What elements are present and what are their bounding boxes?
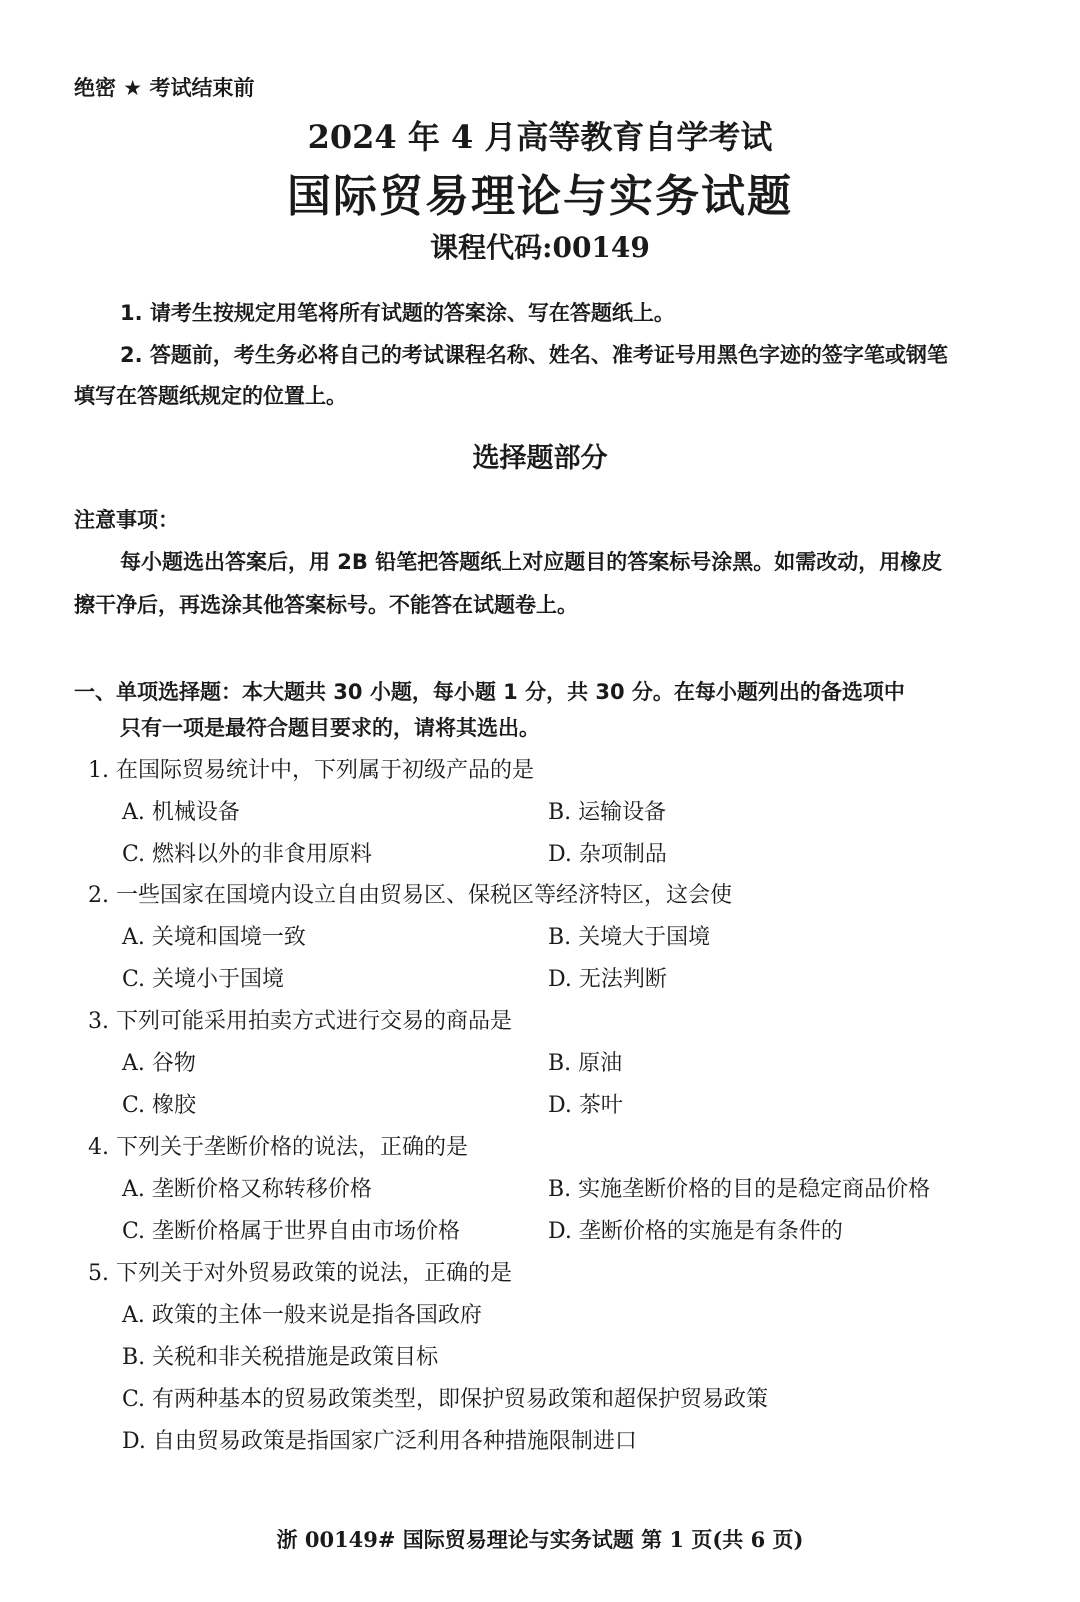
subject-title: 国际贸易理论与实务试题: [287, 171, 793, 222]
option-c: C. 关境小于国境: [122, 967, 285, 992]
option-d: D. 茶叶: [548, 1093, 623, 1118]
secret-mark: 绝密 ★ 考试结束前: [74, 76, 255, 100]
question-stem: 3. 下列可能采用拍卖方式进行交易的商品是: [88, 1009, 512, 1034]
part1-heading-line-2: 只有一项是最符合题目要求的，请将其选出。: [120, 716, 540, 740]
notes-label: 注意事项：: [74, 508, 179, 532]
instruction-2-line-2: 填写在答题纸规定的位置上。: [74, 384, 347, 408]
question-stem: 1. 在国际贸易统计中，下列属于初级产品的是: [88, 758, 534, 783]
option-c: C. 燃料以外的非食用原料: [122, 842, 373, 867]
option-d: D. 无法判断: [548, 967, 667, 992]
option-b: B. 原油: [548, 1051, 623, 1076]
option-a: A. 谷物: [122, 1051, 196, 1076]
section-title: 选择题部分: [472, 443, 608, 474]
part1-heading-line-1: 一、单项选择题：本大题共 30 小题，每小题 1 分，共 30 分。在每小题列出的备选项中: [74, 680, 905, 704]
option-c: C. 有两种基本的贸易政策类型，即保护贸易政策和超保护贸易政策: [122, 1387, 769, 1412]
option-a: A. 垄断价格又称转移价格: [122, 1177, 372, 1202]
option-d: D. 自由贸易政策是指国家广泛利用各种措施限制进口: [122, 1429, 637, 1454]
notes-line-2: 擦干净后，再选涂其他答案标号。不能答在试题卷上。: [74, 593, 578, 617]
page-footer: 浙 00149# 国际贸易理论与实务试题 第 1 页(共 6 页): [276, 1527, 804, 1552]
option-c: C. 橡胶: [122, 1093, 197, 1118]
option-b: B. 运输设备: [548, 800, 667, 825]
question-stem: 4. 下列关于垄断价格的说法，正确的是: [88, 1135, 468, 1160]
course-code: 课程代码:00149: [430, 231, 650, 264]
option-d: D. 杂项制品: [548, 842, 667, 867]
question-stem: 2. 一些国家在国境内设立自由贸易区、保税区等经济特区，这会使: [88, 883, 732, 908]
option-c: C. 垄断价格属于世界自由市场价格: [122, 1219, 461, 1244]
option-b: B. 关税和非关税措施是政策目标: [122, 1345, 439, 1370]
instruction-1: 1. 请考生按规定用笔将所有试题的答案涂、写在答题纸上。: [120, 301, 675, 325]
question-stem: 5. 下列关于对外贸易政策的说法，正确的是: [88, 1261, 512, 1286]
exam-title: 2024 年 4 月高等教育自学考试: [307, 118, 773, 156]
option-a: A. 机械设备: [122, 800, 240, 825]
option-b: B. 实施垄断价格的目的是稳定商品价格: [548, 1177, 931, 1202]
option-a: A. 关境和国境一致: [122, 925, 306, 950]
option-d: D. 垄断价格的实施是有条件的: [548, 1219, 843, 1244]
option-a: A. 政策的主体一般来说是指各国政府: [122, 1303, 482, 1328]
instruction-2-line-1: 2. 答题前，考生务必将自己的考试课程名称、姓名、准考证号用黑色字迹的签字笔或钢笔: [120, 343, 948, 367]
notes-line-1: 每小题选出答案后，用 2B 铅笔把答题纸上对应题目的答案标号涂黑。如需改动，用橡皮: [120, 550, 943, 574]
option-b: B. 关境大于国境: [548, 925, 711, 950]
